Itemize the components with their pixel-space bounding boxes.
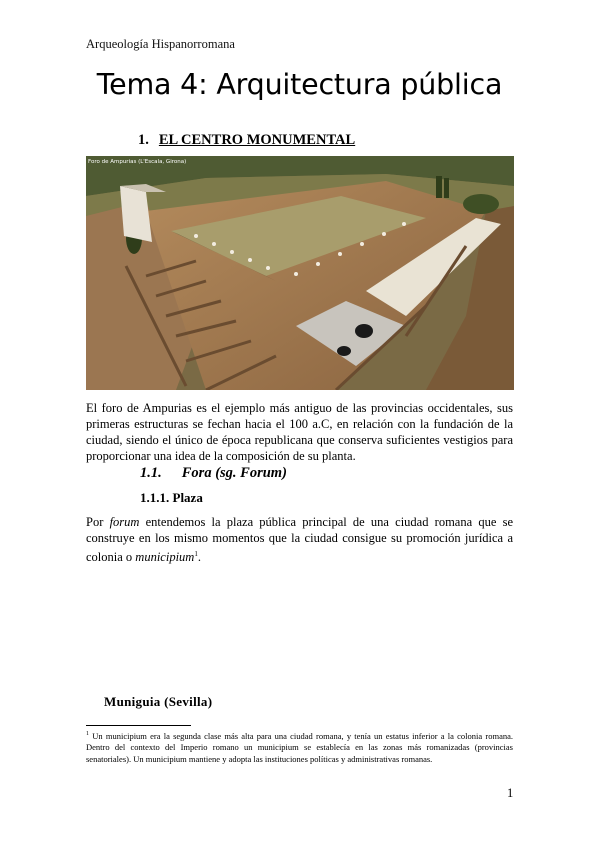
section-heading-1-1-1: 1.1.1. Plaza [140,490,203,505]
section-title: Fora (sg. Forum) [181,465,287,481]
municipium-term: municipium [135,550,195,565]
photo-caption: Foro de Ampurias (L'Escala, Girona) [88,159,187,165]
subheading-muniguia: Muniguia (Sevilla) [104,694,213,709]
forum-photo [86,156,514,390]
forum-text-end: . [197,550,201,565]
forum-aerial-image [86,156,514,390]
footnote-text: Un municipium era la segunda clase más alta para una ciudad romana, y tenía un estatus inferior a la colonia romana. Dentro del contexto del Imperio romano un municipium se establecía en las zonas más romanizadas (provincias senatoriales). Un municipium mantiene y adopta las instituciones políticas y administrativas romanas. [86,730,514,764]
section-number: 1. [138,132,149,148]
forum-text-middle: entendemos la plaza pública principal de una ciudad romana que se construye en los mismo momentos que la ciudad consigue su promoción jurídica a colonia o [86,515,513,565]
section-heading-1-1 [140,465,287,482]
paragraph-ampurias: El foro de Ampurias es el ejemplo más antiguo de las provincias occidentales, sus primeras estructuras se fechan hacia el 100 a.C, en relación con la fundación de la ciudad, siendo el único de época republicana que conserva suficientes vestigios para proporcionar una idea de la composición de su planta. [86,401,513,463]
page-number: 1 [507,786,514,800]
footnote-separator [86,725,191,726]
section-number: 1.1. [140,465,162,481]
footnote-number: 1 [86,731,89,737]
forum-term: forum [109,515,140,529]
running-header: Arqueología Hispanorromana [86,37,235,51]
forum-text-start: Por [86,515,110,529]
paragraph-forum [86,514,513,565]
page-title: Tema 4: Arquitectura pública [96,68,503,101]
section-heading-1 [138,132,355,149]
footnote-reference[interactable]: 1 [194,550,198,558]
footnote [86,729,513,765]
section-title: EL CENTRO MONUMENTAL [158,132,356,148]
